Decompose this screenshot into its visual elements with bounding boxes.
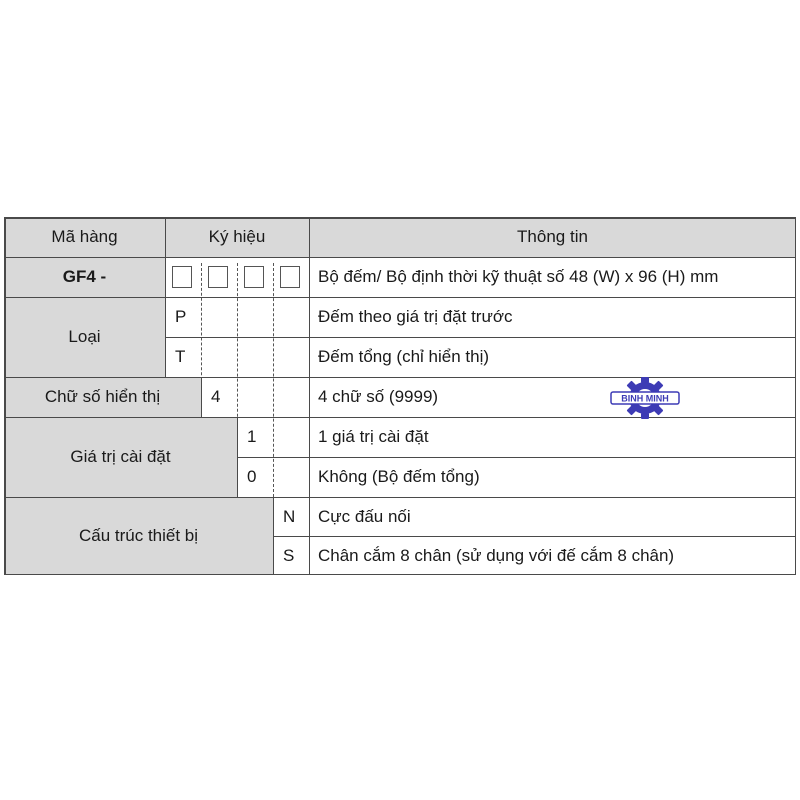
rule-header	[4, 257, 796, 258]
type-code-t: T	[175, 347, 186, 366]
digits-label: Chữ số hiển thị	[44, 387, 161, 406]
header-info: Thông tin	[517, 227, 588, 246]
structure-code-n: N	[283, 506, 296, 526]
rule-setting-split	[237, 457, 796, 458]
vrule-code	[165, 217, 166, 377]
info-model: Bộ đếm/ Bộ định thời kỹ thuật số 48 (W) x 96 (H) mm	[318, 267, 719, 286]
type-label: Loại	[68, 327, 101, 346]
type-code-p: P	[175, 307, 187, 326]
binh-minh-logo	[610, 376, 680, 420]
header-symbol: Ký hiệu	[208, 227, 266, 246]
header-model-code: Mã hàng	[51, 227, 118, 246]
info-structure-s: Chân cắm 8 chân (sử dụng với đế cắm 8 chân)	[318, 545, 675, 565]
rule-structure-split	[273, 536, 796, 537]
vrule-structure	[273, 497, 274, 575]
info-structure-n: Cực đấu nối	[318, 506, 411, 526]
info-type-t: Đếm tổng (chỉ hiển thị)	[318, 347, 490, 366]
symbol-box-3	[244, 266, 264, 288]
vrule-digits	[201, 377, 202, 417]
rule-model	[4, 297, 796, 298]
vrule-info	[309, 217, 310, 575]
logo-text: BINH MINH	[621, 393, 669, 404]
info-setting-1: 1 giá trị cài đặt	[318, 427, 429, 446]
border-top	[4, 217, 796, 219]
symbol-box-4	[280, 266, 300, 288]
rule-type-split	[165, 337, 796, 338]
symbol-box-1	[172, 266, 192, 288]
border-bottom	[4, 574, 796, 576]
info-digits-4: 4 chữ số (9999)	[318, 387, 439, 406]
setting-code-0: 0	[247, 467, 257, 486]
border-left	[4, 217, 6, 575]
rule-setting	[4, 497, 796, 498]
setting-code-1: 1	[247, 427, 257, 446]
digits-code-4: 4	[211, 387, 221, 406]
info-type-p: Đếm theo giá trị đặt trước	[318, 307, 513, 326]
symbol-box-2	[208, 266, 228, 288]
structure-code-s: S	[283, 545, 295, 565]
structure-label: Cấu trúc thiết bị	[78, 526, 199, 545]
gear-icon	[610, 376, 680, 420]
setting-label: Giá trị cài đặt	[70, 447, 171, 466]
info-setting-0: Không (Bộ đếm tổng)	[318, 467, 480, 486]
dash-guide-3	[273, 263, 274, 497]
vrule-setting	[237, 417, 238, 497]
model-label: GF4 -	[62, 267, 107, 286]
border-right	[795, 217, 797, 575]
